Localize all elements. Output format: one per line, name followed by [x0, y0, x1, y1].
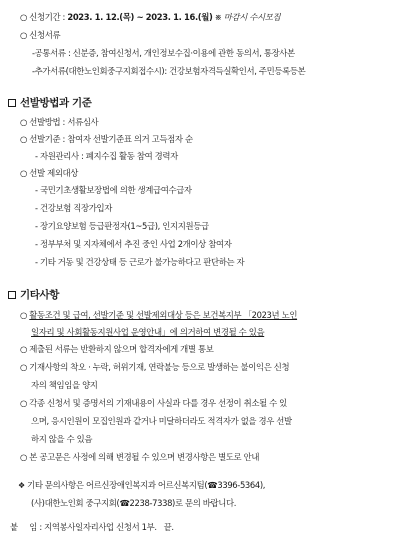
- misc-item-5: [20, 452, 259, 463]
- section-misc-title: 기타사항: [20, 289, 59, 301]
- contact-line-1-text: 기타 문의사항은 어르신장애인복지과 어르신복지팀(☎3396-5364),: [27, 480, 266, 490]
- docs-common: -공통서류 : 신분증, 참여신청서, 개인정보수집·이용에 관한 동의서, 통장사본: [32, 48, 295, 58]
- period-note: ※ 마감시 수시모집: [214, 12, 281, 22]
- exclusion-item: - 국민기초생활보장법에 의한 생계급여수급자: [35, 185, 192, 195]
- attachment-text: 지역봉사일자리사업 신청서 1부. 끝.: [44, 522, 174, 532]
- square-bullet-icon: [8, 99, 16, 107]
- misc-item-4-line-1: 각종 신청서 및 증명서의 기재내용이 사실과 다를 경우 선정이 취소될 수 있: [29, 398, 287, 408]
- circle-bullet-icon: [20, 117, 27, 127]
- misc-item-4-line-3: 하지 않을 수 있음: [31, 434, 93, 444]
- period-label: 신청기간 :: [29, 12, 66, 22]
- contact-line-1: [18, 480, 265, 491]
- attachment-label: 붙 임 :: [10, 522, 42, 532]
- section-selection-heading: [8, 98, 91, 109]
- period-dates: 2023. 1. 12.(목) ~ 2023. 1. 16.(월): [67, 12, 213, 22]
- selection-criteria-text: 선발기준 : 참여자 선발기준표 의거 고득점자 순: [29, 134, 193, 144]
- exclusion-item: - 기타 거동 및 건강상태 등 근로가 불가능하다고 판단하는 자: [35, 257, 245, 267]
- attachment-line: [10, 522, 174, 533]
- misc-item-3-line-2: 자의 책임임을 양지: [31, 380, 98, 390]
- misc-item-1-line-1: 활동조건 및 급여, 선발기준 및 선발제외대상 등은 보건복지부 「2023년 노인: [29, 310, 298, 320]
- docs-extra: -추가서류(대한노인회중구지회접수시): 건강보험자격득실확인서, 주민등록등본: [32, 66, 306, 76]
- diamond-bullet-icon: [18, 480, 25, 490]
- circle-bullet-icon: [20, 30, 27, 40]
- misc-item-3: [20, 362, 289, 373]
- contact-line-2: (사)대한노인회 중구지회(☎2238-7338)로 문의 바랍니다.: [31, 498, 237, 508]
- selection-method: [20, 117, 98, 128]
- circle-bullet-icon: [20, 452, 27, 462]
- section-misc-heading: [8, 290, 59, 301]
- misc-item-5-text: 본 공고문은 사정에 의해 변경될 수 있으며 변경사항은 별도로 안내: [29, 452, 260, 462]
- exclusion-item: - 건강보험 직장가입자: [35, 203, 112, 213]
- exclusion-title: 선발 제외대상: [29, 168, 79, 178]
- selection-sub-criteria: - 자원관리사 : 폐지수집 활동 참여 경력자: [35, 151, 178, 161]
- selection-criteria: [20, 134, 193, 145]
- section-selection-title: 선발방법과 기준: [20, 97, 92, 109]
- docs-title: 신청서류: [29, 30, 61, 40]
- misc-item-1-line-2: 일자리 및 사회활동지원사업 운영안내」에 의거하여 변경될 수 있음: [31, 327, 265, 337]
- circle-bullet-icon: [20, 398, 27, 408]
- misc-item-4: [20, 398, 287, 409]
- misc-item-1: [20, 310, 297, 321]
- docs-heading: [20, 30, 60, 41]
- circle-bullet-icon: [20, 362, 27, 372]
- circle-bullet-icon: [20, 168, 27, 178]
- misc-item-2-text: 제출된 서류는 반환하지 않으며 합격자에게 개별 통보: [29, 344, 214, 354]
- circle-bullet-icon: [20, 310, 27, 320]
- misc-item-2: [20, 344, 213, 355]
- exclusion-heading: [20, 168, 78, 179]
- application-period: [20, 12, 280, 23]
- selection-method-text: 선발방법 : 서류심사: [29, 117, 99, 127]
- circle-bullet-icon: [20, 344, 27, 354]
- misc-item-3-line-1: 기재사항의 착오 · 누락, 허위기재, 연락불능 등으로 발생하는 불이익은 신청: [29, 362, 290, 372]
- circle-bullet-icon: [20, 12, 27, 22]
- exclusion-item: - 장기요양보험 등급판정자(1~5급), 인지지원등급: [35, 221, 209, 231]
- square-bullet-icon: [8, 291, 16, 299]
- circle-bullet-icon: [20, 134, 27, 144]
- misc-item-4-line-2: 으며, 응시인원이 모집인원과 같거나 미달하더라도 적격자가 없을 경우 선발: [31, 416, 292, 426]
- exclusion-item: - 정부부처 및 지자체에서 추진 중인 사업 2개이상 참여자: [35, 239, 232, 249]
